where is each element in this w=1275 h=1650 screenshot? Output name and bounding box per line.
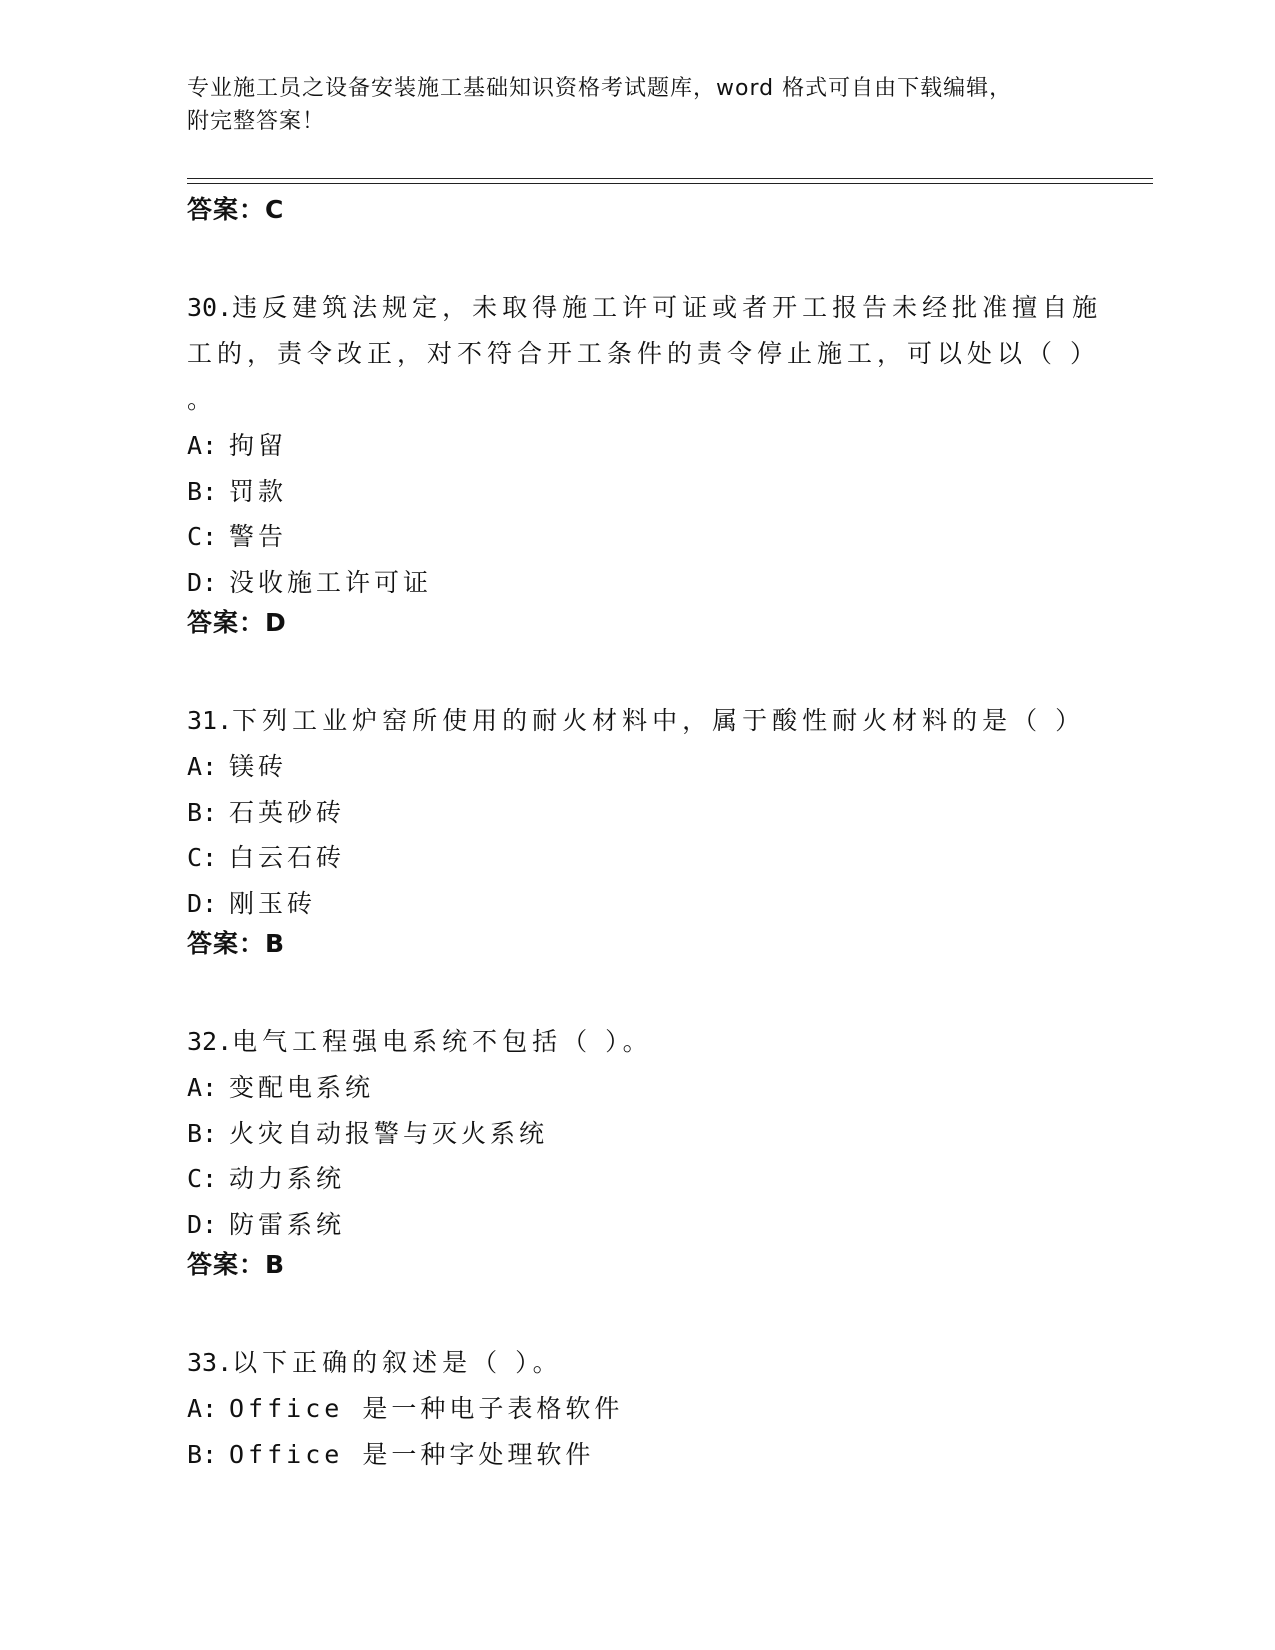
question-stem [187,698,1087,744]
option-label: A: [187,752,218,781]
option-a [187,1065,1087,1111]
option-a [187,1386,1087,1432]
option-label: D: [187,567,218,597]
stem-text: 违反建筑法规定，未取得施工许可证或者开工报告未经批准擅自施 [232,293,1103,322]
option-b [187,1432,1087,1478]
option-a [187,744,1087,790]
option-d [187,881,1087,927]
question-32 [187,1019,1087,1282]
option-label: C: [187,843,218,872]
question-30 [187,285,1103,640]
option-a [187,423,1087,469]
stem-line-1 [187,1019,1087,1065]
question-number: 30. [187,293,233,322]
option-text: 刚玉砖 [229,888,317,918]
header-rule-bottom [187,183,1153,184]
option-text: 警告 [229,522,288,551]
option-label: B: [187,1439,218,1469]
stem-line-2: 工的，责令改正，对不符合开工条件的责令停止施工，可以处以（ ） [187,339,1100,368]
question-number: 32. [187,1027,233,1056]
answer-text: 答案：B [187,929,286,958]
page-header [187,72,1087,138]
option-c [187,835,1087,881]
stem-line-1 [187,698,1087,744]
question-stem [187,1019,1087,1065]
option-label: B: [187,797,218,827]
option-text: 变配电系统 [229,1073,375,1102]
stem-line-1 [187,1340,1087,1386]
answer-text: 答案：B [187,1250,286,1279]
option-text: 没收施工许可证 [229,567,433,597]
option-d [187,560,1087,606]
option-text: 拘留 [229,431,288,460]
option-label: A: [187,1073,218,1102]
option-text: 白云石砖 [229,843,346,872]
option-label: C: [187,522,218,551]
header-line-1: 专业施工员之设备安装施工基础知识资格考试题库，word 格式可自由下载编辑， [187,76,1013,101]
option-label: B: [187,1118,218,1148]
option-label: D: [187,1209,218,1239]
stem-line-3: 。 [187,385,218,414]
question-31 [187,698,1087,961]
answer-text: 答案：D [187,608,287,637]
option-text: 防雷系统 [229,1209,346,1239]
option-b [187,790,1087,836]
stem-text: 电气工程强电系统不包括（ ）。 [232,1027,653,1056]
option-text: 石英砂砖 [229,797,346,827]
stem-text: 下列工业炉窑所使用的耐火材料中，属于酸性耐火材料的是（ ） [232,706,1086,735]
stem-text: 以下正确的叙述是（ ）。 [232,1348,563,1377]
option-d [187,1202,1087,1248]
question-list [187,192,1103,1477]
question-stem [187,1340,1087,1386]
option-label: A: [187,431,218,460]
header-rule-top [187,178,1153,179]
option-text: 动力系统 [229,1164,346,1193]
question-stem [187,285,1103,423]
stem-line-1 [187,285,1103,331]
question-33 [187,1340,1087,1477]
option-c [187,1156,1087,1202]
option-label: C: [187,1164,218,1193]
option-text: Office 是一种电子表格软件 [229,1394,624,1423]
question-number: 31. [187,706,233,735]
option-label: D: [187,888,218,918]
option-b [187,469,1087,515]
option-text: 火灾自动报警与灭火系统 [229,1118,549,1148]
option-label: B: [187,476,218,506]
option-text: 罚款 [229,476,288,506]
header-line-2: 附完整答案！ [187,109,326,134]
answer-text: 答案：C [187,195,285,224]
option-text: Office 是一种字处理软件 [229,1439,595,1469]
option-b [187,1111,1087,1157]
option-text: 镁砖 [229,752,288,781]
option-c [187,514,1087,560]
option-label: A: [187,1394,218,1423]
question-number: 33. [187,1348,233,1377]
